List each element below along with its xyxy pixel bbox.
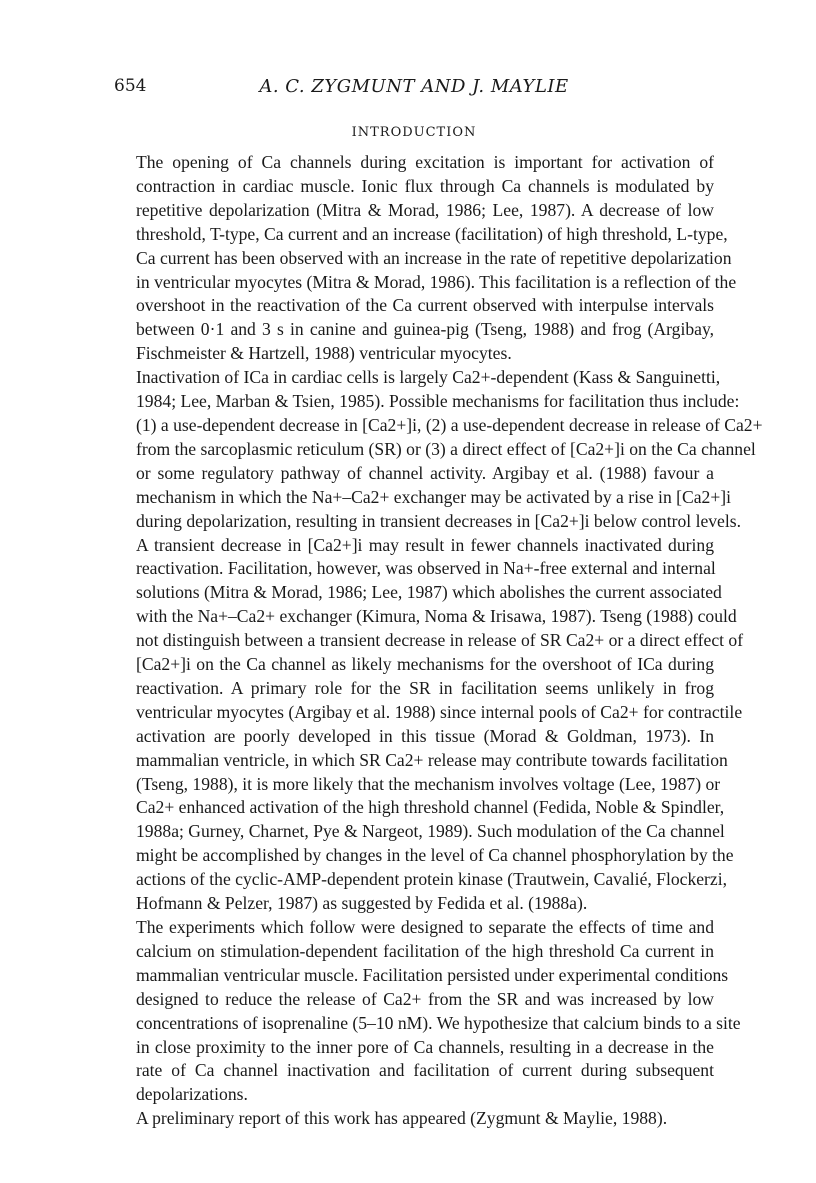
text-line: A transient decrease in [Ca2+]i may result in fewer channels inactivated during <box>136 534 714 555</box>
text-line: Ca2+ enhanced activation of the high threshold channel (Fedida, Noble & Spindler, <box>136 797 725 818</box>
text-line: Ca current has been observed with an increase in the rate of repetitive depolarization <box>136 247 732 268</box>
text-line: concentrations of isoprenaline (5–10 nM). We hypothesize that calcium binds to a site <box>136 1012 741 1033</box>
text-line: Inactivation of ICa in cardiac cells is largely Ca2+-dependent (Kass & Sanguinetti, <box>136 367 721 388</box>
text-line: mammalian ventricle, in which SR Ca2+ release may contribute towards facilitation <box>136 749 728 770</box>
text-line: The experiments which follow were designed to separate the effects of time and <box>136 917 714 937</box>
running-head-authors: A. C. ZYGMUNT AND J. MAYLIE <box>259 76 569 97</box>
text-line: rate of Ca channel inactivation and facilitation of current during subsequent <box>136 1060 714 1081</box>
text-line: (Tseng, 1988), it is more likely that the mechanism involves voltage (Lee, 1987) or <box>136 773 721 794</box>
text-line: with the Na+–Ca2+ exchanger (Kimura, Noma & Irisawa, 1987). Tseng (1988) could <box>136 606 737 627</box>
text-line: in ventricular myocytes (Mitra & Morad, 1986). This facilitation is a reflection of the <box>136 271 737 292</box>
text-line: mammalian ventricular muscle. Facilitation persisted under experimental conditions <box>136 964 729 985</box>
text-line: contraction in cardiac muscle. Ionic flux through Ca channels is modulated by <box>136 175 714 196</box>
paragraph <box>114 366 763 916</box>
text-line: 1988a; Gurney, Charnet, Pye & Nargeot, 1989). Such modulation of the Ca channel <box>136 821 725 842</box>
text-line: from the sarcoplasmic reticulum (SR) or (3) a direct effect of [Ca2+]i on the Ca channel <box>136 438 756 459</box>
paragraph <box>114 916 741 1107</box>
text-line: during depolarization, resulting in transient decreases in [Ca2+]i below control levels. <box>136 510 741 531</box>
section-title: INTRODUCTION <box>351 125 477 140</box>
body-text <box>114 151 763 1131</box>
text-line: ventricular myocytes (Argibay et al. 1988) since internal pools of Ca2+ for contractile <box>136 701 743 722</box>
text-line: or some regulatory pathway of channel activity. Argibay et al. (1988) favour a <box>136 462 714 483</box>
text-line: (1) a use-dependent decrease in [Ca2+]i, (2) a use-dependent decrease in release of Ca2+ <box>136 414 763 435</box>
text-line: designed to reduce the release of Ca2+ from the SR and was increased by low <box>136 988 714 1009</box>
text-line: solutions (Mitra & Morad, 1986; Lee, 1987) which abolishes the current associated <box>136 582 722 603</box>
text-line: overshoot in the reactivation of the Ca current observed with interpulse intervals <box>136 295 714 316</box>
text-line: mechanism in which the Na+–Ca2+ exchanger may be activated by a rise in [Ca2+]i <box>136 486 732 507</box>
text-line: threshold, T-type, Ca current and an increase (facilitation) of high threshold, L-type, <box>136 223 728 244</box>
text-line: activation are poorly developed in this tissue (Morad & Goldman, 1973). In <box>136 725 714 746</box>
text-line: A preliminary report of this work has appeared (Zygmunt & Maylie, 1988). <box>136 1108 668 1129</box>
page-number: 654 <box>114 76 147 96</box>
text-line: Fischmeister & Hartzell, 1988) ventricular myocytes. <box>136 343 512 364</box>
text-line: reactivation. A primary role for the SR in facilitation seems unlikely in frog <box>136 677 714 698</box>
text-line: [Ca2+]i on the Ca channel as likely mechanisms for the overshoot of ICa during <box>136 654 714 675</box>
text-line: calcium on stimulation-dependent facilitation of the high threshold Ca current in <box>136 940 714 961</box>
text-line: actions of the cyclic-AMP-dependent protein kinase (Trautwein, Cavalié, Flockerzi, <box>136 869 728 890</box>
text-line: reactivation. Facilitation, however, was observed in Na+-free external and internal <box>136 558 716 579</box>
text-line: The opening of Ca channels during excitation is important for activation of <box>136 152 714 172</box>
text-line: Hofmann & Pelzer, 1987) as suggested by Fedida et al. (1988a). <box>136 893 588 914</box>
text-line: 1984; Lee, Marban & Tsien, 1985). Possible mechanisms for facilitation thus include: <box>136 391 740 412</box>
page-header <box>114 76 714 102</box>
text-line: not distinguish between a transient decrease in release of SR Ca2+ or a direct effect of <box>136 630 744 651</box>
text-line: depolarizations. <box>136 1084 248 1105</box>
text-line: repetitive depolarization (Mitra & Morad, 1986; Lee, 1987). A decrease of low <box>136 199 714 220</box>
text-line: in close proximity to the inner pore of Ca channels, resulting in a decrease in the <box>136 1036 714 1057</box>
paragraph <box>114 151 737 366</box>
paragraph <box>114 1107 714 1131</box>
text-line: between 0·1 and 3 s in canine and guinea-pig (Tseng, 1988) and frog (Argibay, <box>136 319 714 340</box>
text-line: might be accomplished by changes in the level of Ca channel phosphorylation by the <box>136 845 734 866</box>
